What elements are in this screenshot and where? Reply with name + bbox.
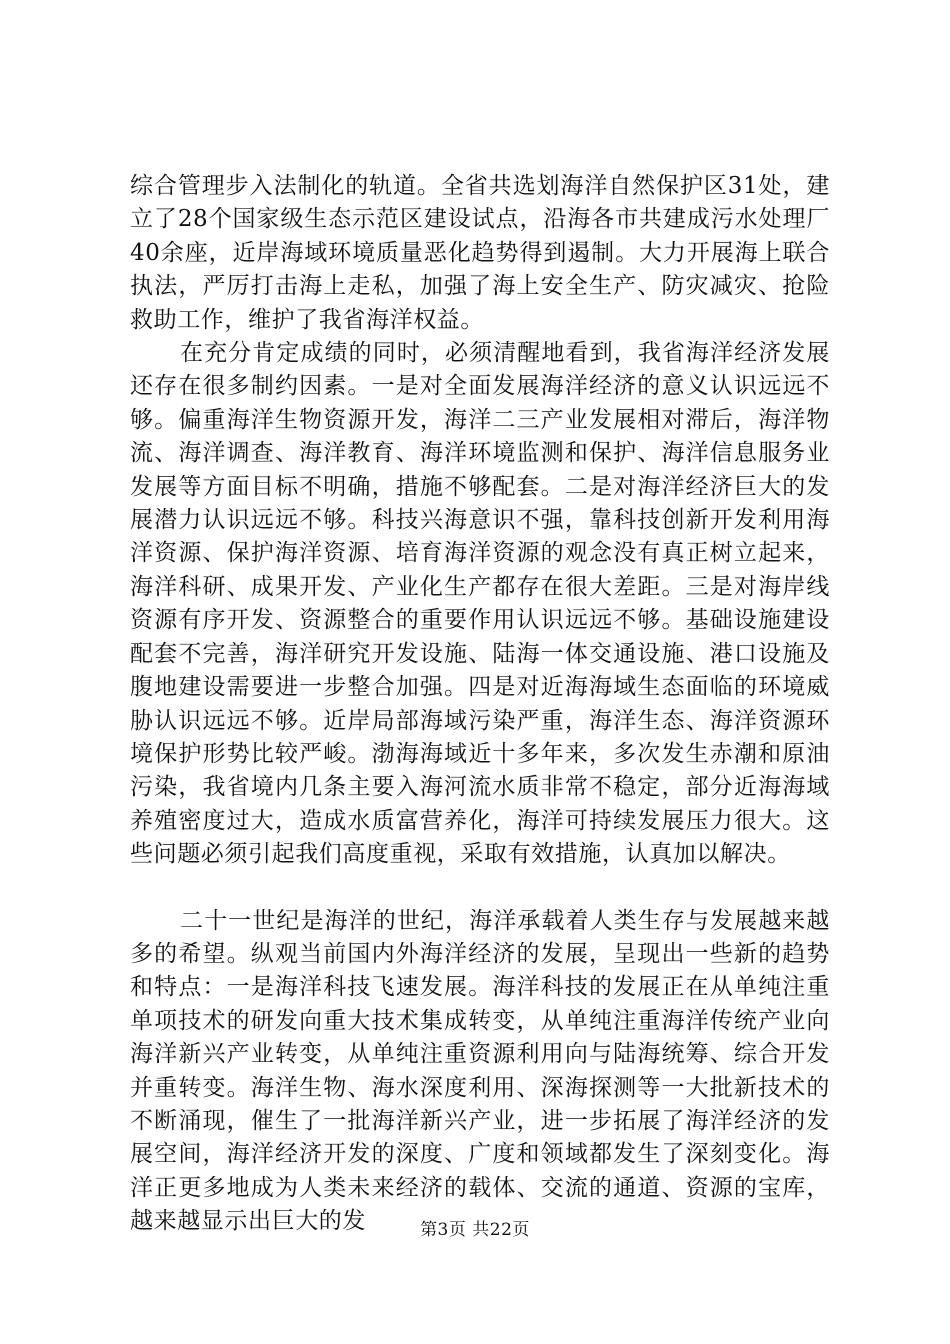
document-body (130, 170, 830, 1239)
paragraph-2: 在充分肯定成绩的同时，必须清醒地看到，我省海洋经济发展还存在很多制约因素。一是对全面发展海洋经济的意义认识远远不够。偏重海洋生物资源开发，海洋二三产业发展相对滞后，海洋物流、海洋调查、海洋教育、海洋环境监测和保护、海洋信息服务业发展等方面目标不明确，措施不够配套。二是对海洋经济巨大的发展潜力认识远远不够。科技兴海意识不强，靠科技创新开发利用海洋资源、保护海洋资源、培育海洋资源的观念没有真正树立起来，海洋科研、成果开发、产业化生产都存在很大差距。三是对海岸线资源有序开发、资源整合的重要作用认识远远不够。基础设施建设配套不完善，海洋研究开发设施、陆海一体交通设施、港口设施及腹地建设需要进一步整合加强。四是对近海海域生态面临的环境威胁认识远远不够。近岸局部海域污染严重，海洋生态、海洋资源环境保护形势比较严峻。渤海海域近十多年来，多次发生赤潮和原油污染，我省境内几条主要入海河流水质非常不稳定，部分近海海域养殖密度过大，造成水质富营养化，海洋可持续发展压力很大。这些问题必须引起我们高度重视，采取有效措施，认真加以解决。 (130, 340, 830, 868)
paragraph-1: 综合管理步入法制化的轨道。全省共选划海洋自然保护区31处，建立了28个国家级生态示范区建设试点，沿海各市共建成污水处理厂40余座，近岸海域环境质量恶化趋势得到遏制。大力开展海上联合执法，严厉打击海上走私，加强了海上安全生产、防灾减灾、抢险救助工作，维护了我省海洋权益。 (130, 173, 830, 333)
page-footer: 第3页 共22页 (420, 1220, 530, 1240)
paragraph-3: 二十一世纪是海洋的世纪，海洋承载着人类生存与发展越来越多的希望。纵观当前国内外海洋经济的发展，呈现出一些新的趋势和特点：一是海洋科技飞速发展。海洋科技的发展正在从单纯注重单项技术的研发向重大技术集成转变，从单纯注重海洋传统产业向海洋新兴产业转变，从单纯注重资源利用向与陆海统筹、综合开发并重转变。海洋生物、海水深度利用、深海探测等一大批新技术的不断涌现，催生了一批海洋新兴产业，进一步拓展了海洋经济的发展空间，海洋经济开发的深度、广度和领域都发生了深刻变化。海洋正更多地成为人类未来经济的载体、交流的通道、资源的宝库，越来越显示出巨大的发 (130, 907, 830, 1235)
